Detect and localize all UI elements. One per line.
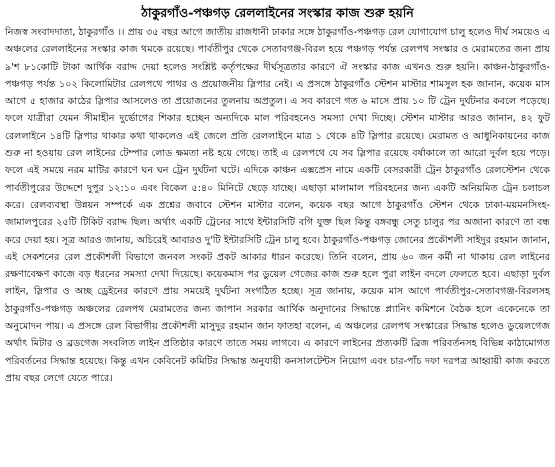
article-headline: ঠাকুরগাঁও-পঞ্চগড় রেললাইনের সংস্কার কাজ শুরু হয়নি — [141, 5, 414, 20]
article-body: নিজস্ব সংবাদদাতা, ঠাকুরগাঁও ।। প্রায় ৩৫ বছর আগে জাতীয় রাজধানী ঢাকার সঙ্গে ঠাকুরগাঁও-পঞ্চগড় রেল যোগাযোগ চালু হলেও দীর্ঘ সময়েও এ অঞ্চলের রেললাইনের সংস্কার কাজ থমকে রয়েছে। পার্বতীপুর থেকে সেতাবগঞ্জ-বিরল হয়ে পঞ্চগড় পর্যন্ত রেলপথ সংস্কার ও মেরামতের জন্য প্রায় ৯'শ ৮১কোটি টাকা আর্থিক বরাদ্দ দেয়া হলেও সংশ্লিষ্ট কর্তৃপক্ষের দীর্ঘসূত্রতার কারণে ঐ সংস্কার কাজ এখনও শুরু হয়নি। কাঞ্চন-ঠাকুরগাঁও-পঞ্চগড় পর্যন্ত ১০২ কিলোমিটার রেলপথে পাথর ও প্রয়োজনীয় স্লিপার নেই। এ প্রসঙ্গে ঠাকুরগাঁও স্টেশন মাস্টার শামসুল হক জানান, কয়েক মাস আগে ৫ হাজার কাঠের স্লিপার আসলেও তা প্রয়োজনের তুলনায় অপ্রতুল। এ সব কারণে গত ৬ মাসে প্রায় ১০ টি ট্রেন দুর্ঘটনার কবলে পড়েছে। ফলে যাত্রীরা যেমন সীমাহীন দুর্ভোগের শিকার হচ্ছেন অন্যদিকে মাল পরিবহনেও সমস্যা দেখা দিচ্ছে। স্টেশন মাস্টার আরও জানান, ৪২ ফুট রেললাইনে ১৪টি স্লিপার থাকার কথা থাকলেও এই জেলে প্রতি রেললাইনে মাত্র ১ থেকে ৪টি স্লিপার রয়েছে। মেরামত ও আধুনিকায়নের কাজ শুরু না হওয়ায় রেল লাইনের টেম্পার লোড ক্ষমতা নষ্ট হয়ে গেছে। তাই এ রেলপথে যে সব স্লিপার রয়েছে বর্ষাকালে তা আরো দুর্বল হয়ে পড়ে। ফলে এই সময়ে নরম মাটির কারণে ঘন ঘন ট্রেন দুর্ঘটনা ঘটে। এদিকে কাঞ্চন এক্সপ্রেস নামে একটি বেসরকারী ট্রেন ঠাকুরগাঁও রেলস্টেশন থেকে পার্বতীপুরের উদ্দেশে দুপুর ১২:১০ এবং বিকেল ৫:৪০ মিনিটে ছেড়ে যাচ্ছে। এছাড়া মালামাল পরিবহনের জন্য একটি অনিয়মিত ট্রেন চলাচল করে। রেলব্যবস্থা উন্নয়ন সম্পর্কে এক প্রশ্নের জবাবে স্টেশন মাস্টার বলেন, কয়েক বছর আগে ঠাকুরগাঁও স্টেশন থেকে ঢাকা-ময়মনসিংহ-জামালপুরের ২৫টি টিকিট বরাদ্দ ছিল। অর্থাৎ একটি ট্রেনের সাথে ইন্টারসিটি বগি যুক্ত ছিল কিন্তু বঙ্গবন্ধু সেতু চালুর পর অজানা কারণে তা বন্ধ করে দেয়া হয়। সূত্র আরও জানায়, অচিরেই আবারও দু'টি ইন্টারসিটি ট্রেন চালু হবে। ঠাকুরগাঁও-পঞ্চগড় জোনের প্রকৌশলী সাইদুর রহমান জানান, এই সেকশনের রেল প্রকৌশলী বিভাগে জনবল সংকট প্রকট আকার ধারন করেছে। তিনি বলেন, প্রায় ৬০ জন কর্মী না থাকায় রেল লাইনের রক্ষণাবেক্ষণ কাজে বড় ধরনের সমস্যা দেখা দিয়েছে। কয়েকমাস পর ডুয়েল গেজের কাজ শুরু হলে পুরা লাইন বদলে ফেলতে হবে। এছাড়া দুর্বল লাইন, স্লিপার ও অচ্ছ ড্রেইনের কারণে প্রায় সময়েই দুর্ঘটনা সংগঠিত হচ্ছে। সূত্র জানায়, কয়েক মাস আগে পার্বতীপুর-সেতাবগঞ্জ-বিরলসহ ঠাকুরগাঁও-পঞ্চগড় অঞ্চলের রেলপথ মেরামতের জন্য জাপান সরকার আর্থিক অনুদানের সিদ্ধান্তে প্ল্যানিং কমিশনে বৈঠক হলে একেনেকে তা অনুমোদন পায়। এ প্রসঙ্গে রেল বিভাগীয় প্রকৌশলী মাসুদুর রহমান জান ফাতহা বলেন, এ অঞ্চলের রেলপথ সংস্কারের সিদ্ধান্ত হলেও ডুয়েলগেজ অর্থাৎ মিটার ও ব্রডগেজ সংবলিত লাইন প্রতিষ্ঠার কারণে তাতে সময় লাগবে। এ কারণে লাইনের প্রত্যকটি ব্রিজ পরিবর্তনসহ বিভিন্ন কাঠামোগত পরিবর্তনের সিদ্ধান্ত হয়েছে। কিন্তু এখন কেবিনেট কমিটির সিদ্ধান্ত অনুযায়ী কনসালটেন্টস নিয়োগ এবং চার-পাঁচ দফা দরপত্র আহ্বায়ী কাজ করতে প্রায় বছর লেগে যেতে পারে। — [5, 27, 550, 384]
